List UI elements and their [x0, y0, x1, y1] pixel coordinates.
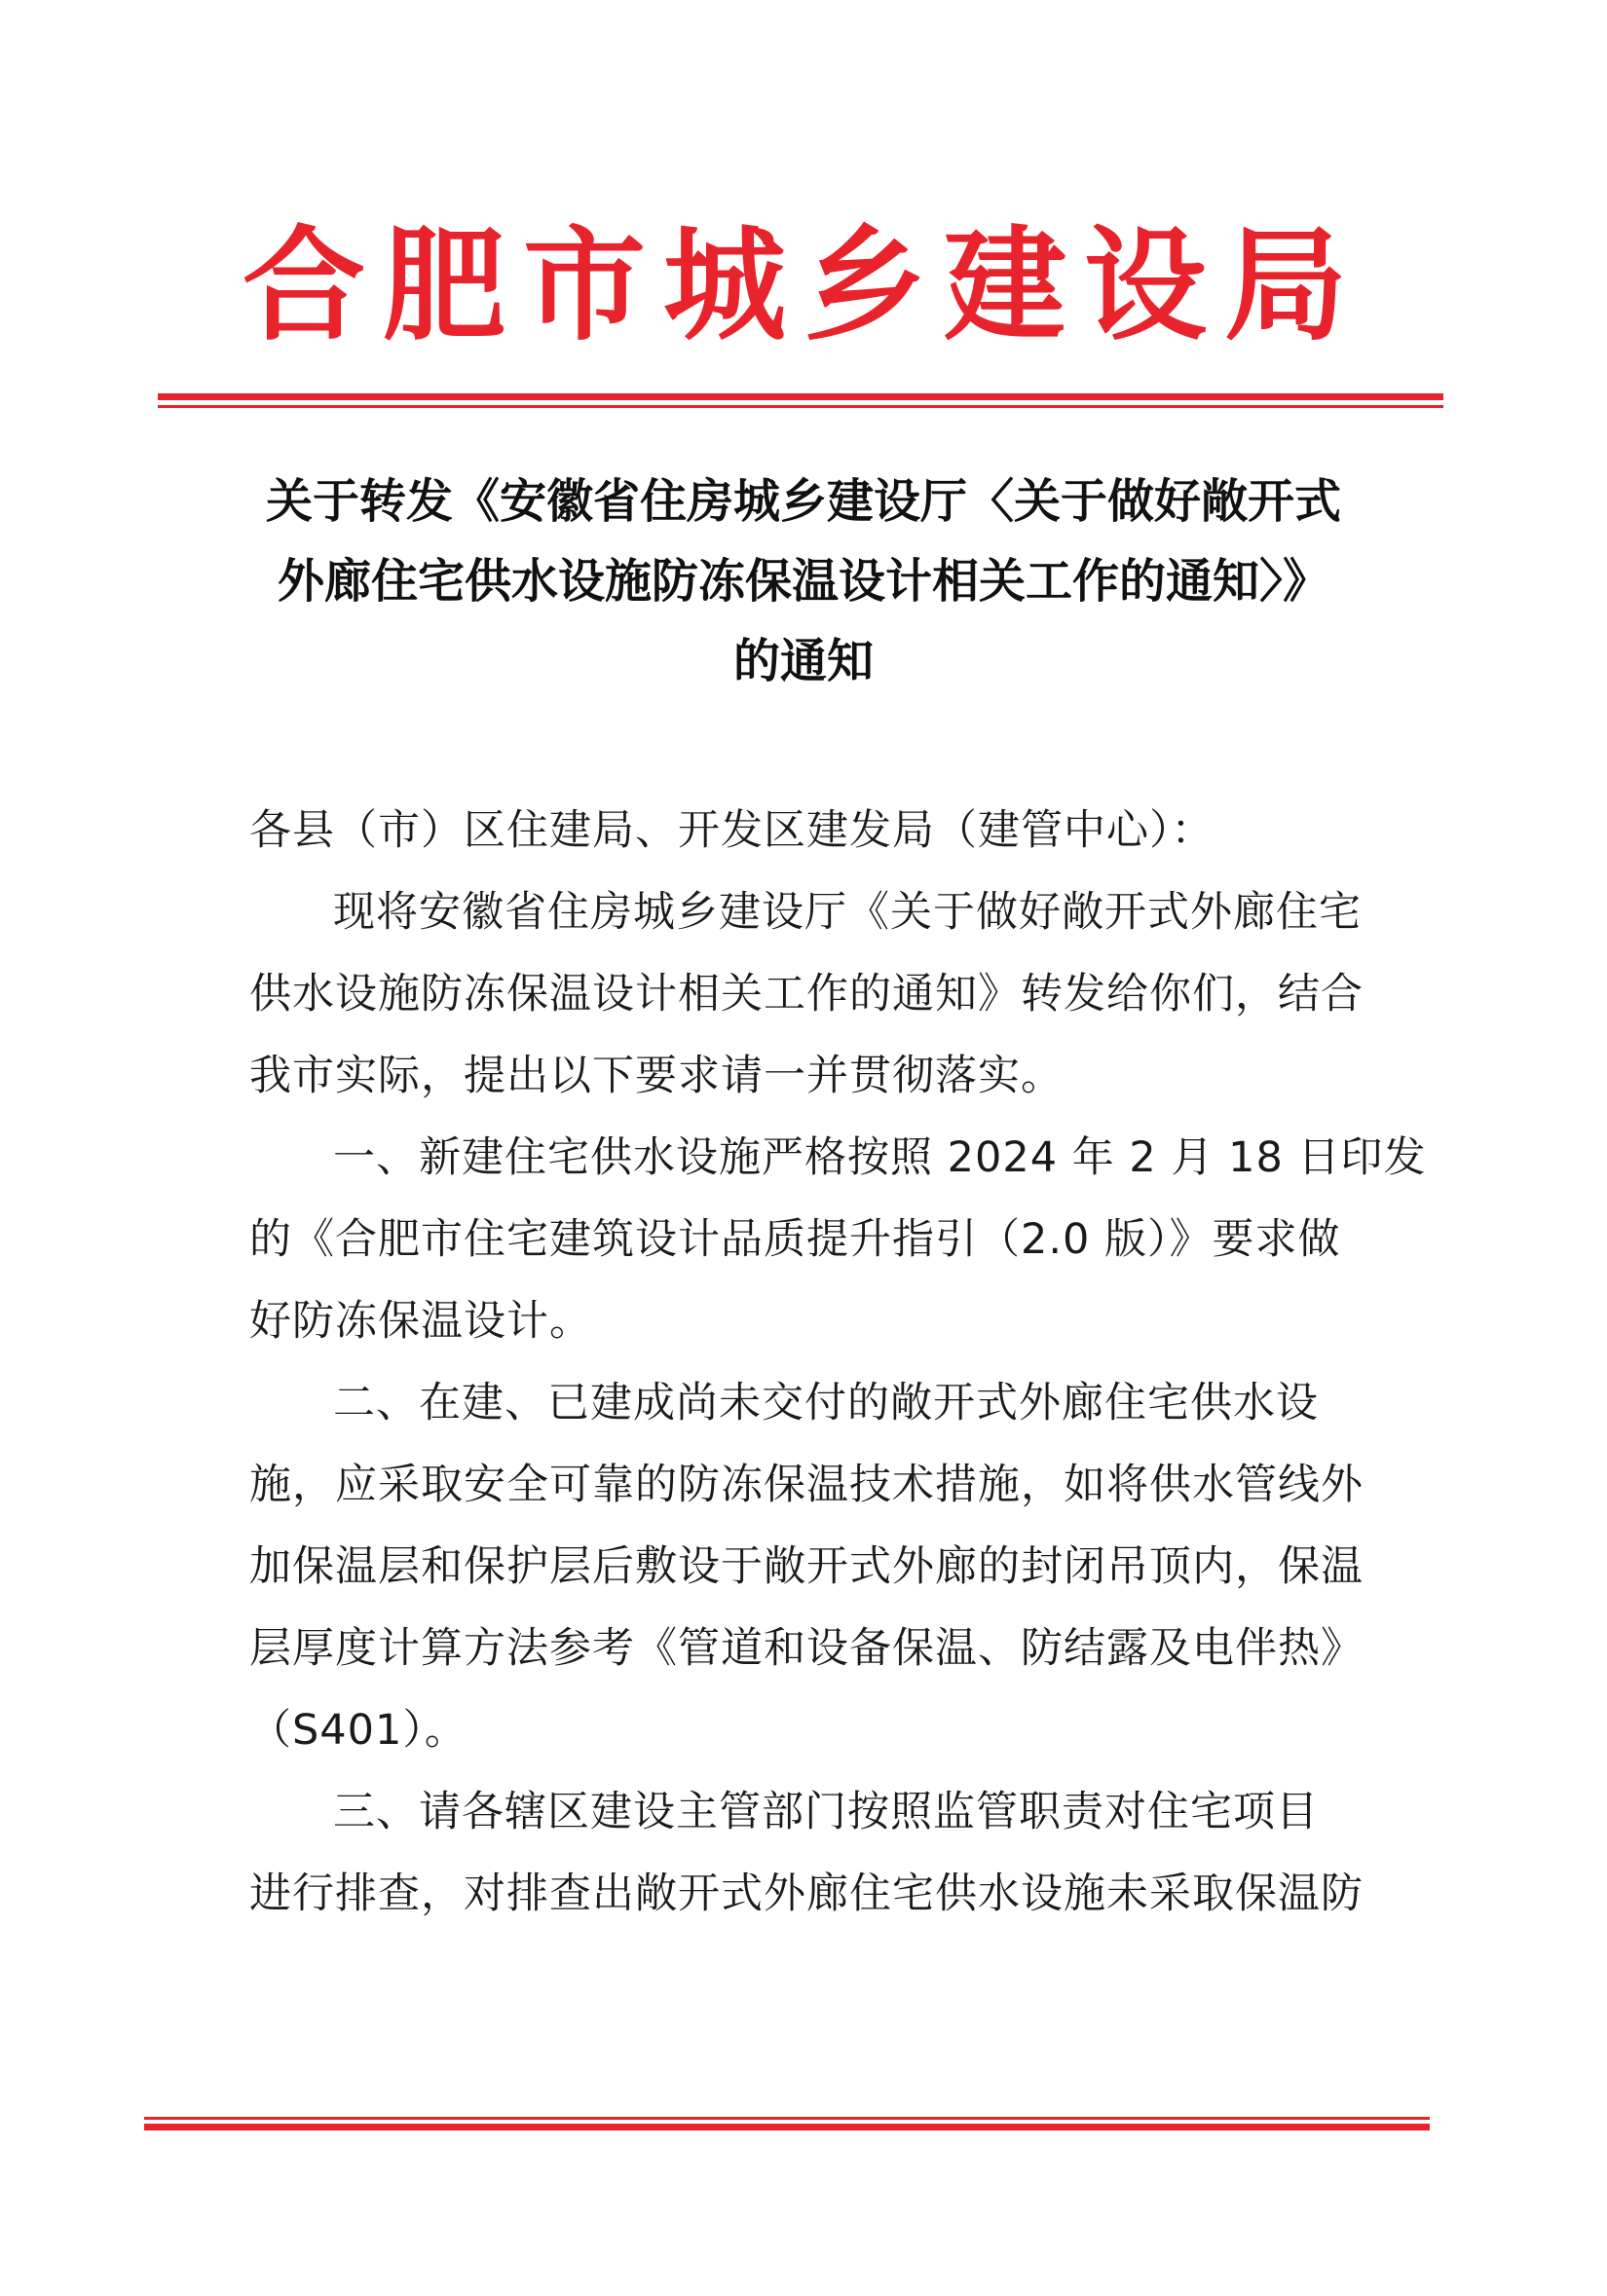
body-line: 施，应采取安全可靠的防冻保温技术措施，如将供水管线外: [249, 1461, 1364, 1509]
footer-rule-thin: [144, 2117, 1430, 2120]
body-line: 的《合肥市住宅建筑设计品质提升指引（2.0 版）》要求做: [249, 1215, 1341, 1264]
body-line: 好防冻保温设计。: [249, 1297, 592, 1346]
body-line: 进行排查，对排查出敞开式外廊住宅供水设施未采取保温防: [249, 1870, 1364, 1918]
document-title-line-3: 的通知: [732, 634, 874, 688]
body-line: 层厚度计算方法参考《管道和设备保温、防结露及电伴热》: [249, 1624, 1364, 1673]
body-line: 供水设施防冻保温设计相关工作的通知》转发给你们，结合: [249, 970, 1364, 1018]
salutation: 各县（市）区住建局、开发区建发局（建管中心）：: [249, 806, 1215, 855]
document-title-line-2: 外廊住宅供水设施防冻保温设计相关工作的通知〉》: [277, 554, 1329, 609]
body-line: 二、在建、已建成尚未交付的敞开式外廊住宅供水设: [333, 1379, 1319, 1427]
letterhead-rule-thin: [158, 405, 1443, 408]
body-line: 一、新建住宅供水设施严格按照 2024 年 2 月 18 日印发: [333, 1133, 1427, 1182]
letterhead-rule-thick: [158, 393, 1443, 400]
footer-rule-thick: [144, 2124, 1430, 2130]
letterhead-org-name: 合肥市城乡建设局: [243, 213, 1364, 357]
body-line: 三、请各辖区建设主管部门按照监管职责对住宅项目: [333, 1788, 1319, 1836]
body-line: 我市实际，提出以下要求请一并贯彻落实。: [249, 1052, 1064, 1100]
body-line: 现将安徽省住房城乡建设厅《关于做好敞开式外廊住宅: [333, 888, 1362, 937]
body-line: （S401）。: [249, 1706, 467, 1755]
document-title-line-1: 关于转发《安徽省住房城乡建设厅〈关于做好敞开式: [265, 474, 1341, 529]
body-line: 加保温层和保护层后敷设于敞开式外廊的封闭吊顶内，保温: [249, 1542, 1364, 1591]
